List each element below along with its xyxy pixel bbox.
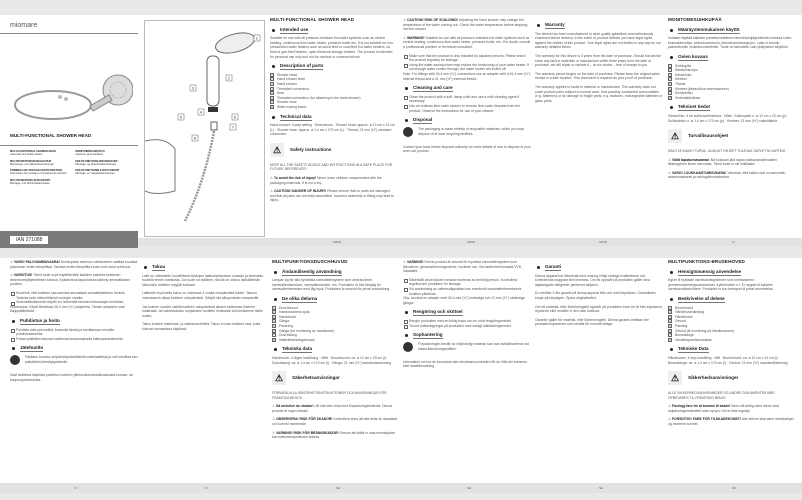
warning-text: Suitable for use with all pressure-resistant hot water systems such as central heating, continuous-flow water heater, pressure boiler, etc. If in doubt, consult a professional plumber or technical consultant.: [403, 35, 531, 49]
paragraph: The warranty for this device is 3 years from the date of purchase. Should this device show any fault in materials or manufacture within three years from the date of purchase, we will repair or replace it – at our choice – free of charge to you.: [535, 53, 662, 68]
section-title: MULTIFUNKTIONSDUSCHHUVUD: [272, 259, 348, 264]
page-footer-label: FI: [205, 486, 208, 490]
warning-text: Älä koskaan jätä lapsia pakkausmateriaalien läheisyyteen ilman valvontaa. Tämä tuote ei ole leikkikalu!: [668, 157, 777, 167]
part-number-badge: 4: [669, 78, 671, 82]
heading-text: Cleaning and care: [413, 85, 453, 91]
warning-paragraph: [668, 404, 796, 413]
shower-product-image: [8, 70, 133, 130]
part-name: Duschhuvud: [279, 305, 298, 310]
part-number-badge: 8: [669, 96, 671, 100]
part-number-badge: 7: [669, 334, 671, 338]
part-name: Brusehoved: [675, 305, 694, 310]
warning-icon: ⚠: [668, 157, 672, 162]
warning-paragraph: [272, 431, 400, 440]
cover-page: [0, 15, 138, 248]
part-name: Vattenflödesbegränsare: [279, 337, 315, 342]
language-title: MULTIFUNKTIONS-DUSCHKOPF: [10, 178, 51, 182]
bullet-item: Vid användning av vattensnåpplattan kan eventuellt varmvattenberedarens funktion påverkas.: [403, 287, 531, 296]
section-heading: [282, 347, 400, 352]
manual-page: [10, 260, 138, 386]
heading-text: Garanti: [545, 264, 562, 269]
part-name: Shower hose: [277, 100, 297, 105]
part-number-badge: 6: [669, 329, 671, 333]
part-name: Handduschens spak: [279, 310, 310, 315]
part-item: [270, 105, 396, 110]
warning-icon: ⚠: [272, 417, 276, 422]
part-name: Pakning: [675, 323, 688, 328]
part-name: Threaded connection: [277, 86, 309, 91]
part-name: Threaded connection (for attaching to the hand shower): [277, 95, 361, 100]
warning-paragraph: [668, 171, 796, 180]
bullet-item: Use an ordinary lime scale cleaner to remove lime scale deposits from the product. Observe the instructions for use of your cleaner.: [403, 104, 531, 113]
part-number-badge: 2: [669, 311, 671, 315]
heading-text: Beskrivelse af delene: [678, 295, 725, 301]
callout-number: 5: [179, 114, 183, 120]
language-entry: [10, 179, 70, 186]
warning-text: Genom att ställa in duschmunstycket kan vattentemperaturen ändras.: [272, 430, 396, 440]
bullet-item: Poista kalkkikerrostumat tuotteesta tavanomaisella kalkinpoistoaineella.: [10, 337, 138, 342]
section-heading: [280, 115, 396, 120]
manual-page: [668, 260, 796, 431]
recycle-text: The packaging is made entirely of recyclable materials, which you may dispose of at local recycling facilities.: [418, 127, 524, 136]
warning-text: Suihkupään asennon vaihtaminen saattaa muuttaa juoksevan veden lämpötilaa. Tarkista veden lämpötila ennen kuin astut suihkuun.: [10, 260, 138, 269]
warning-text: Please ensure that no parts are damaged and that all parts are correctly assembled. Incorrect assembly or fitting may lead to injury.: [270, 189, 394, 203]
callout-number: 8: [193, 135, 197, 141]
part-number-badge: 6: [669, 87, 671, 91]
bullet-item: Rengör produkten med en fuktig trasa och ev. mild rengöringsmedel.: [403, 319, 531, 324]
warning-label: VAROITUS!: [13, 273, 33, 278]
warning-paragraph: [270, 189, 396, 203]
part-number-badge: 4: [669, 320, 671, 324]
part-number-badge: 5: [669, 82, 671, 86]
paragraph: Saat lisätietoa käytöstä poistetun tuotteen jätehuoltomahdollisuuksista kunnan- tai kaupunginvirastosta.: [10, 372, 133, 382]
heading-text: Disposal: [413, 117, 433, 123]
part-name: Packning: [279, 323, 293, 328]
part-name: Tiiviste: [675, 81, 686, 86]
warning-paragraph: [668, 158, 796, 167]
paragraph: Garantin gäller för material- eller tillverkningsfel. Denna garanti omfattar inte produktkomponenter som utsätts för normalt slitage.: [535, 317, 649, 327]
paragraph: Laite on valmistettu huolellisesti tiukkojen laatuohjeistuksen mukaan ja tarkistettu huolella ennen toimitusta. Jos tuote on viallinen, sinulla on oikeus lakisääteisiin oikeuksiin tuotteen myyjää kohtaan.: [142, 273, 264, 287]
part-item: [668, 338, 796, 343]
page-footer-label: SE: [599, 486, 604, 490]
language-title: POMMEAU DE DOUCHE MULTIFONCTION: [10, 169, 62, 173]
warning-text: Varmista, että kaikki osat on asennettu asianmukaisesti ja vahingoittumattomina.: [668, 170, 786, 180]
warning-text: Never leave children unsupervised with the packaging materials. It is not a toy.: [270, 176, 382, 185]
part-name: Suihkuletku: [675, 91, 693, 96]
heading-text: Ändamålsenlig användning: [282, 268, 342, 274]
manual-page: [668, 18, 796, 184]
heading-text: De olika delarna: [282, 295, 318, 301]
language-entry: [10, 160, 70, 167]
recycle-text: Förpackningen består av miljövänligt material som kan avfallshanteras vid lokala återvinningsställen.: [418, 342, 529, 351]
paragraph: ALLE SIKKERHEDSANVISNINGER OG ANDRE DOKUMENTER BØR OPBEVARES TIL FREMTIDIG BRUG!: [668, 391, 775, 400]
warning-label: VARNING!: [406, 260, 424, 264]
callout-number: 2: [227, 75, 231, 81]
paragraph: The device has been manufactured to strict quality guidelines and meticulously examined before delivery. In the event of product defects you have legal rights against the retailer of this product. Your legal rights are not limited in any way by our warranty detailed below.: [535, 31, 661, 50]
manual-page: [142, 260, 268, 336]
section-heading: [678, 270, 796, 275]
warning-icon: ⚠: [272, 404, 276, 409]
warning-icon: ⚠: [403, 35, 407, 40]
bottom-footer-strip: [0, 483, 802, 493]
warning-text: Tämä tuote sopii käytettäväksi kaikkien painetta kestävien lämminvesijärjestelmien kanssa. Epäselvissä tapauksissa käänny ammattilaisen puoleen.: [10, 273, 131, 287]
part-name: Gevind (til montering på håndbruseren): [675, 328, 734, 333]
heading-text: Hensigtsmæssig anvendelse: [678, 268, 742, 274]
paragraph: Du erhåller 3 års garanti på denna apparat från och med köpdatum. Garantitiden börjar på köpdagen. Spara originalkvittot.: [535, 291, 656, 300]
part-item: [272, 338, 400, 343]
section-heading: [413, 333, 531, 338]
paragraph: Information om hur du kan kasta den obrukbara produkten får du ifrån din kommun eller stadsförvaltning.: [403, 359, 528, 369]
section-title: MONITOIMISUIHKUPÄÄ: [668, 17, 722, 22]
language-title: MONITOIMISUIHKUPÄÄ: [75, 150, 105, 153]
language-subtitle: Instructions de montage et consignes de sécurité: [10, 172, 67, 176]
part-number-badge: 1: [669, 64, 671, 68]
recycle-icon: [10, 355, 20, 365]
warning-text: Kontrollera ännu att alla delar är oskadade och korrekt monterade.: [272, 417, 398, 427]
language-title: MULTIFUNKTIONS-BRUSEHOVED: [75, 159, 118, 163]
part-name: Kierteet (käsisuihkun asennukseen): [675, 86, 729, 91]
bullet-item: Ta bort kalkavlagringar på produkten med vanligt kalklösningsmedel.: [403, 324, 531, 329]
section-title: MULTIFUNKTIONS-BRUSEHOVED: [668, 259, 745, 264]
page-footer-label: FI: [732, 240, 735, 244]
language-title: MULTIFUNCTIONELE DOUCHEKOP: [75, 169, 120, 173]
language-subtitle: Montage- en veiligheidsinstructies: [75, 172, 115, 176]
language-entry: [76, 150, 136, 157]
part-name: Gevind: [675, 319, 686, 324]
warning-icon: ⚠: [10, 273, 14, 278]
warning-text: Alle delene skal være ubeskadiget og monteret korrekt.: [668, 417, 794, 427]
warning-label: VARO! PALOVAMMAVAARA!: [13, 260, 61, 264]
section-heading: [152, 265, 268, 270]
part-number-badge: 6: [273, 329, 275, 333]
part-number-badge: 2: [273, 311, 275, 315]
part-number-badge: 5: [271, 92, 273, 96]
safety-heading: [272, 371, 400, 385]
part-number-badge: 6: [271, 96, 273, 100]
section-heading: [20, 346, 138, 351]
part-number-badge: 8: [271, 105, 273, 109]
heading-text: Jätehuolto: [20, 345, 44, 351]
warning-text: Adjusting the hand shower may change the temperature of the water coming out. Check the water temperature before stepping into the shower.: [403, 18, 528, 32]
warning-triangle-icon: ⚠: [668, 371, 682, 385]
section-title: MULTI-FUNCTIONAL SHOWER HEAD: [270, 17, 355, 22]
heading-text: Rengöring och skötsel: [413, 309, 463, 315]
part-number-badge: 5: [669, 324, 671, 328]
part-name: Käsisuihkuvipu: [675, 68, 698, 73]
language-subtitle: Montage- und Sicherheitshinweise: [10, 182, 50, 186]
paragraph: Hand shower: 4-way setting · Dimensions · Shower head: approx. ø 12 cm x 23 cm (L) · Shower hose: approx. ø 1.4 cm x 170 cm (L) · Thread: 21 mm (½") standard connection: [270, 123, 395, 137]
paragraph: Om ett material- eller tillverkningsfel uppstår på produkten inom tre år från köpdatum, reparerar eller ersätter vi den utan kostnad.: [535, 304, 663, 314]
part-name: Kierteet: [675, 77, 687, 82]
section-heading: [413, 86, 531, 91]
page-footer-label: DK: [732, 486, 737, 490]
section-heading: [413, 310, 531, 315]
part-name: Gänga (för montering av handdusch): [279, 328, 335, 333]
warning-paragraph: [272, 417, 400, 426]
part-name: Suihkupää: [675, 63, 692, 68]
brand-logo: miomare: [10, 22, 38, 29]
language-subtitle: Assembly and safety advice: [10, 153, 43, 157]
part-number-badge: 5: [273, 324, 275, 328]
warning-label: Vältä tapaturmavaaraa!: [671, 157, 710, 162]
bullet-item: Using the water-saving insert may reduce the functioning of your water heater. If not enough water comes through, the water heater will switch off.: [403, 63, 531, 72]
heading-text: Tekniset tiedot: [678, 104, 711, 110]
safety-title: Säkerhetsanvisningar: [292, 374, 340, 380]
bullet-item: Puhdista laite pehmeällä, kostealla liinalla ja tarvittaessa miedolla puhdistusaineella.: [10, 328, 138, 337]
paragraph: Handdusch: 4-läges inställning · Mått · Duschhuvud: ca. ø 12 cm x 23 cm (l) · Duschslang: ca. ø 1,4 cm x 170 cm (l) · Gänga: 21 mm (½") standardanslutning: [272, 355, 392, 365]
warning-label: CAUTION! RISK OF SCALDING!: [406, 18, 459, 22]
paragraph: SÄILYTÄ KAIKKI TURVA- JA MUUT OHJEET TULEVAA TARVETTA VARTEN!: [668, 149, 786, 154]
paragraph: Jos kolmen vuoden sisällä tuotteen ostopäivästä alkaen tuotteessa ilmenee materiaali- tai valmistusvika, korjaamme tuotteen ilmaiseksi tai toimitamme tilalle uuden.: [142, 304, 263, 318]
warning-paragraph: [403, 36, 531, 50]
heading-text: Määräystenmukainen käyttö: [678, 26, 740, 32]
language-title: MULTIFUNKTIONSDUSCHHUVUD: [10, 159, 52, 163]
manual-page: [535, 260, 663, 331]
part-name: Håndbruser: [675, 314, 693, 319]
warning-icon: ⚠: [270, 176, 274, 181]
part-number-badge: 3: [669, 73, 671, 77]
warning-icon: ⚠: [668, 417, 672, 422]
page-footer-label: SE: [336, 486, 341, 490]
warning-icon: ⚠: [668, 170, 672, 175]
part-name: Seal: [277, 91, 284, 96]
callout-number: 6: [233, 114, 237, 120]
section-heading: [280, 28, 396, 33]
recycling-note: [403, 127, 531, 137]
paragraph: KEEP ALL THE SAFETY ADVICE AND INSTRUCTIONS IN A SAFE PLACE FOR FUTURE REFERENCE!: [270, 162, 393, 172]
paragraph: Huomautus: Käytä liitoksissa 26,4 mm (¾") adapteria. Tämän adapterin saat kauppaliikkeistä.: [10, 304, 125, 314]
part-number-badge: 3: [273, 315, 275, 319]
part-name: Shower head: [277, 72, 297, 77]
language-entry: [76, 169, 136, 176]
warning-label: WARNING!: [406, 35, 425, 40]
part-name: Käsisuihku: [675, 72, 692, 77]
manual-page: [270, 18, 396, 207]
section-heading: [282, 270, 400, 275]
warning-paragraph: [403, 260, 531, 274]
part-name: Bruseslange: [675, 333, 694, 338]
warning-paragraph: [403, 18, 531, 32]
section-heading: [678, 55, 796, 60]
part-name: Gänga: [279, 319, 290, 324]
page-footer-label: GB/IE: [467, 240, 476, 244]
section-heading: [282, 297, 400, 302]
part-number-badge: 7: [271, 101, 273, 105]
safety-heading: [668, 371, 796, 385]
page-footer-label: FI: [74, 486, 77, 490]
paragraph: Egnet til trykfaste varmtvandssystemer som centralvarme, gennemstrømningsvandvarmer, trykbeholder o.l. Er uegnet til trykløse varmtvandsbeholdere. Produktet er kun beregnet til privat anvendelse.: [668, 278, 774, 292]
warning-paragraph: [10, 260, 138, 269]
warning-icon: ⚠: [272, 430, 276, 435]
warning-icon: ⚠: [270, 189, 274, 194]
paragraph: Laitteelle myönnetty takuu on voimassa 3 vuotta ostopäivästä lukien. Takuun voimassaolo alkaa tuotteen ostopäivästä. Säilytä siis alkuperäinen kassakuitti.: [142, 291, 260, 300]
paragraph: Voidaan käyttää kaikkien painetta kestävien lämminvesijärjestelmien kanssa kuten keskuslämmitys, vedenkuumennin, lämminvesivaraaja jne. Laite ei sovellu paineettomiin vedenkuumentimiin. Tuote on tarkoitettu vain yksityiseen käyttöön.: [668, 36, 792, 50]
warning-label: CAUTION! DANGER OF INJURY!: [273, 189, 327, 194]
warning-label: Så undviker du skador!: [275, 404, 314, 409]
language-list: [10, 150, 135, 185]
heading-text: Puhdistus ja hoito: [20, 317, 60, 323]
part-number-badge: 7: [273, 334, 275, 338]
part-number-badge: 7: [669, 92, 671, 96]
warning-triangle-icon: ⚠: [272, 371, 286, 385]
paragraph: The warranty applies to faults in material or manufacture. This warranty does not cover product parts subject to normal wear, thus possibly considered consumables (e.g. batteries) or for damage to fragile parts, e.g. switches, rechargeable batteries or glass parts.: [535, 84, 663, 103]
page-footer-label: GB/IE: [333, 240, 342, 244]
heading-text: Tekniske Data: [678, 346, 709, 352]
paragraph: Håndbruser: 4-vejs indstilling · Mål · Brusehoved: ca. ø 12 cm x 23 cm (l) · Bruseslange: ca. ø 1,4 cm x 170 cm (l) · Gevind: 21 mm (½") standardtilslutning: [668, 355, 788, 365]
warning-triangle-icon: ⚠: [270, 143, 284, 157]
section-heading: [678, 28, 796, 33]
part-number-badge: 2: [271, 78, 273, 82]
paragraph: FÖRVARA ALLA SÄKERHETSINSTRUKTIONER OCH ANVISNINGAR FÖR FRAMTIDA BEHOV.: [272, 391, 387, 400]
section-heading: [280, 64, 396, 69]
manual-page: [535, 18, 663, 107]
divider: [0, 33, 138, 34]
manual-page: [272, 260, 400, 444]
paragraph: Suitable for use with all pressure-resistant hot water systems such as central heating, continuous-flow water heater, pressure boiler etc. It is not suitable for non-pressurised water heaters such as wood-fired or coal-fired hot water heaters, oil-fired or gas-fired heaters, open electrical storage heaters. The product is intended for personal use only and not for medical or commercial use.: [270, 36, 395, 59]
part-number-badge: 4: [271, 87, 273, 91]
warning-icon: ⚠: [403, 260, 407, 264]
paragraph: Lämpar sig för alla tryckfasta varmvattensystem som centralvärme, varmvattenberedare, varmvattentanker, etc. Produkten är inte lämplig för varmvattenberedare med låg tryck. Produkten är avsedd för privat användning.: [272, 278, 391, 292]
language-subtitle: Asennus- ja turvaohjeet: [75, 153, 103, 157]
cover-title: MULTI-FUNCTIONAL SHOWER HEAD: [10, 133, 92, 138]
part-name: Håndbrusehåndtag: [675, 310, 704, 315]
warning-label: FORSIGTIG! FARE FOR TILSKADEKOMST!: [671, 417, 742, 422]
divider: [0, 145, 138, 146]
recycling-note: [10, 355, 138, 365]
language-subtitle: Monterings- och säkerhetsanvisningar: [10, 162, 54, 166]
heading-text: Warranty: [545, 22, 565, 27]
diagram-drawing: [145, 21, 266, 238]
warning-label: OBSERVERA! RISK FÖR SKADOR!: [275, 417, 333, 422]
heading-text: Description of parts: [280, 63, 324, 69]
part-number-badge: 4: [273, 320, 275, 324]
paragraph: Denna apparat har tillverkats med omsorg enligt stränga kvalitetskrav och kontrollerats noggrant före leverans. Om fel uppstår på produkten gäller dina lagstadgade rättigheter gentemot säljaren.: [535, 273, 650, 287]
language-entry: [10, 169, 70, 176]
part-number-badge: 1: [273, 306, 275, 310]
safety-title: Safety instructions: [290, 146, 332, 152]
part-name: Water-saving insert: [277, 104, 307, 109]
part-name: Vedensäästöosa: [675, 95, 701, 100]
paragraph: The warranty period begins on the date of purchase. Please keep the original sales receipt in a safe location. This document is required as your proof of purchase.: [535, 71, 660, 81]
warning-icon: ⚠: [403, 18, 407, 22]
warning-text: Låt inte barn leka med förpackningsmaterial. Denna produkt är ingen leksak!: [272, 404, 393, 413]
page-footer-label: GB/IE: [599, 240, 608, 244]
language-subtitle: Montage- og sikkerhedsanvisninger: [75, 162, 117, 166]
warning-label: Forebyg fare for at komme til skade!: [671, 404, 731, 409]
warning-paragraph: [272, 404, 400, 413]
language-entry: [76, 160, 136, 167]
manual-page: [403, 260, 531, 373]
section-heading: [678, 297, 796, 302]
safety-title: Turvallisuusohjeet: [688, 132, 729, 138]
warning-text: Denna produkt är avsedd för tryckfast varmvattensystem som fjärrvärme, genomströmningsvärme, tryckkärl osv. Vid osäkerhet kontakta VVS-installatör.: [403, 260, 523, 274]
bullet-item: Make sure that the product is only installed by capable persons. Please check the product regularly for leakage.: [403, 54, 531, 63]
callout-number: 4: [199, 109, 203, 115]
section-heading: [20, 319, 138, 324]
part-number-badge: 3: [669, 315, 671, 319]
warning-icon: ⚠: [668, 404, 672, 409]
warning-paragraph: [270, 176, 396, 185]
part-number-badge: 1: [271, 73, 273, 77]
safety-heading: [270, 143, 396, 157]
warning-label: VARNING! RISK FÖR BRÄNNSKADOR!: [275, 430, 339, 435]
heading-text: Intended use: [280, 26, 309, 32]
part-name: Duschslang: [279, 333, 297, 338]
part-number-badge: 8: [669, 338, 671, 342]
warning-label: VARO! LOUKKAANTUMISVAARA!: [671, 170, 727, 175]
callout-number: 3: [191, 85, 195, 91]
part-number-badge: 8: [273, 338, 275, 342]
recycling-note: [403, 342, 531, 352]
bullet-item: Vedensäästöinsertin käyttö voi heikentää lämminvesivaraajan toimintaa.: [10, 300, 138, 305]
callout-number: 7: [231, 124, 235, 130]
paragraph: Käsisuihku: 4 eri suihkuvaihtoehtoa · Mitat · Suihkupää: n. ø 12 cm x 23 cm (p) · Suihkuletku: n. ø 1,4 cm x 170 cm (p) · Kierteet: 21 mm (½") vakioliitäntä: [668, 113, 789, 123]
assembly-diagram: [144, 20, 265, 237]
part-name: Handdusch: [279, 314, 297, 319]
part-number-badge: 2: [669, 69, 671, 73]
part-item: [668, 96, 796, 101]
section-heading: [678, 347, 796, 352]
callout-number: 1: [255, 35, 259, 41]
ian-number: IAN 271088: [10, 236, 48, 244]
warning-triangle-icon: ⚠: [668, 129, 682, 143]
page-footer-label: SE: [467, 486, 472, 490]
language-title: MULTI-FUNCTIONAL SHOWER HEAD: [10, 150, 56, 153]
part-number-badge: 3: [271, 82, 273, 86]
bullet-item: Säkerställ att produkten endast monteras av behörig person. Kontrollera regelbundet produkten för läckage.: [403, 278, 531, 287]
section-heading: [545, 265, 663, 270]
recycle-icon: [403, 342, 413, 352]
warning-text: Børn må aldrig være alene med indpakningsmaterialet uden opsyn. Det er ikke legetøj!: [668, 404, 780, 413]
heading-text: Technical data: [280, 113, 312, 119]
section-heading: [545, 23, 663, 28]
heading-text: Sophantering: [413, 332, 443, 338]
section-heading: [413, 118, 531, 123]
warning-icon: ⚠: [10, 260, 14, 264]
heading-text: Tekniska data: [282, 346, 313, 352]
part-name: Hand shower lever: [277, 77, 306, 82]
paragraph: Note: For fittings with 26.4 mm (¾") connections use an adapter with a 26.4 mm (¾") internal thread and a 21 mm (½") external thread.: [403, 71, 530, 81]
section-heading: [678, 105, 796, 110]
warning-paragraph: [668, 417, 796, 426]
recycle-text: Pakkaus koostuu ympäristöystävällisistä materiaaleista ja voit toimittaa sen paikallisiin kierrätyspisteisiin.: [25, 355, 138, 364]
paragraph: Contact your local refuse disposal authority for more details of how to dispose of your worn-out product.: [403, 144, 531, 154]
warning-label: To avoid the risk of injury!: [273, 176, 317, 181]
part-name: Hand shower: [277, 81, 297, 86]
warning-paragraph: [10, 273, 138, 287]
paragraph: Takuu koskee materiaali- ja valmistusvirheitä. Takuu ei kata tuotteen osia, jotka kuluvat normaalissa käytössä.: [142, 322, 261, 331]
bullet-item: Huolehdi, että tuotteen saa asentaa ainoastaan ammattitaitoinen henkilö. Tarkista tuote säännöllisesti vuotojen varalta.: [10, 291, 138, 300]
bullet-item: Clean the product with a soft, damp cloth and use a mild cleaning agent if necessary.: [403, 95, 531, 104]
manual-page: [403, 18, 531, 158]
safety-title: Sikkerhedsanvisninger: [688, 374, 739, 380]
part-number-badge: 1: [669, 306, 671, 310]
heading-text: Osien kuvaus: [678, 53, 708, 59]
heading-text: Takuu: [152, 264, 166, 269]
paragraph: Obs: Använd en adapter med 26,4 mm (¾") invändiga och 21 mm (½") utvändiga gängor.: [403, 296, 525, 305]
part-name: Vandbesparelsesindsats: [675, 337, 712, 342]
language-entry: [10, 150, 70, 157]
safety-heading: [668, 129, 796, 143]
recycle-icon: [403, 127, 413, 137]
